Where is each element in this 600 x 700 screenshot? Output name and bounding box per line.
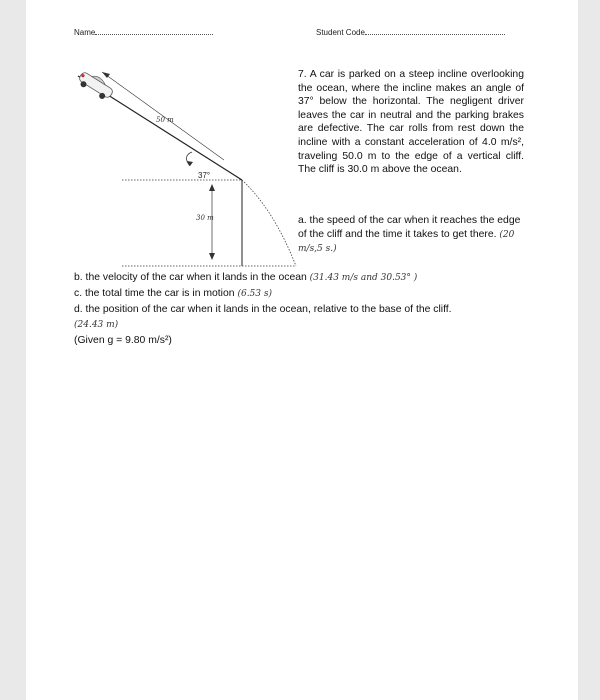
questions-list [74,270,544,348]
part-c-text: c. the total time the car is in motion [74,288,235,299]
part-b-text: b. the velocity of the car when it lands in the ocean [74,272,307,283]
part-d-answer-line [74,317,544,333]
part-d-text: d. the position of the car when it lands in the ocean, relative to the base of the cliff. [74,304,452,315]
student-code-blank[interactable] [365,28,505,35]
incline-cliff-diagram [74,60,299,275]
student-code-label: Student Code [316,28,365,37]
part-b [74,270,544,286]
part-d-answer: (24.43 m) [74,320,119,330]
angle-label: 37° [198,171,211,180]
student-code-field [316,28,505,37]
given-text: (Given g = 9.80 m/s²) [74,335,172,346]
part-c [74,286,544,302]
part-b-answer: (31.43 m/s and 30.53° ) [309,273,418,283]
problem-statement: 7. A car is parked on a steep incline overlooking the ocean, where the incline makes an angle of 37° below the horizontal. The negligent driver leaves the car in neutral and the parking brakes are defective. The car rolls from rest down the incline with a constant acceleration of 4.0 m/s², traveling 50.0 m to the edge of a vertical cliff. The cliff is 30.0 m above the ocean. [298,69,524,176]
given-line [74,333,544,348]
part-a-text: a. the speed of the car when it reaches the edge of the cliff and the time it takes to get there. [298,215,521,240]
cliff-height-arrow-up-icon [209,184,215,191]
part-a [298,214,524,257]
cliff-height-label: 30 m [196,214,214,222]
part-a-answer: (20 m/s,5 s.) [298,229,515,255]
part-c-answer: (6.53 s) [237,289,272,299]
incline-length-label: 50 m [156,116,174,124]
name-field [74,28,213,37]
name-blank[interactable] [95,28,213,35]
car-icon [76,69,116,102]
part-d [74,302,544,317]
trajectory-path [242,180,296,266]
worksheet-page [26,0,578,700]
cliff-height-arrow-down-icon [209,253,215,260]
name-label: Name [74,28,96,37]
